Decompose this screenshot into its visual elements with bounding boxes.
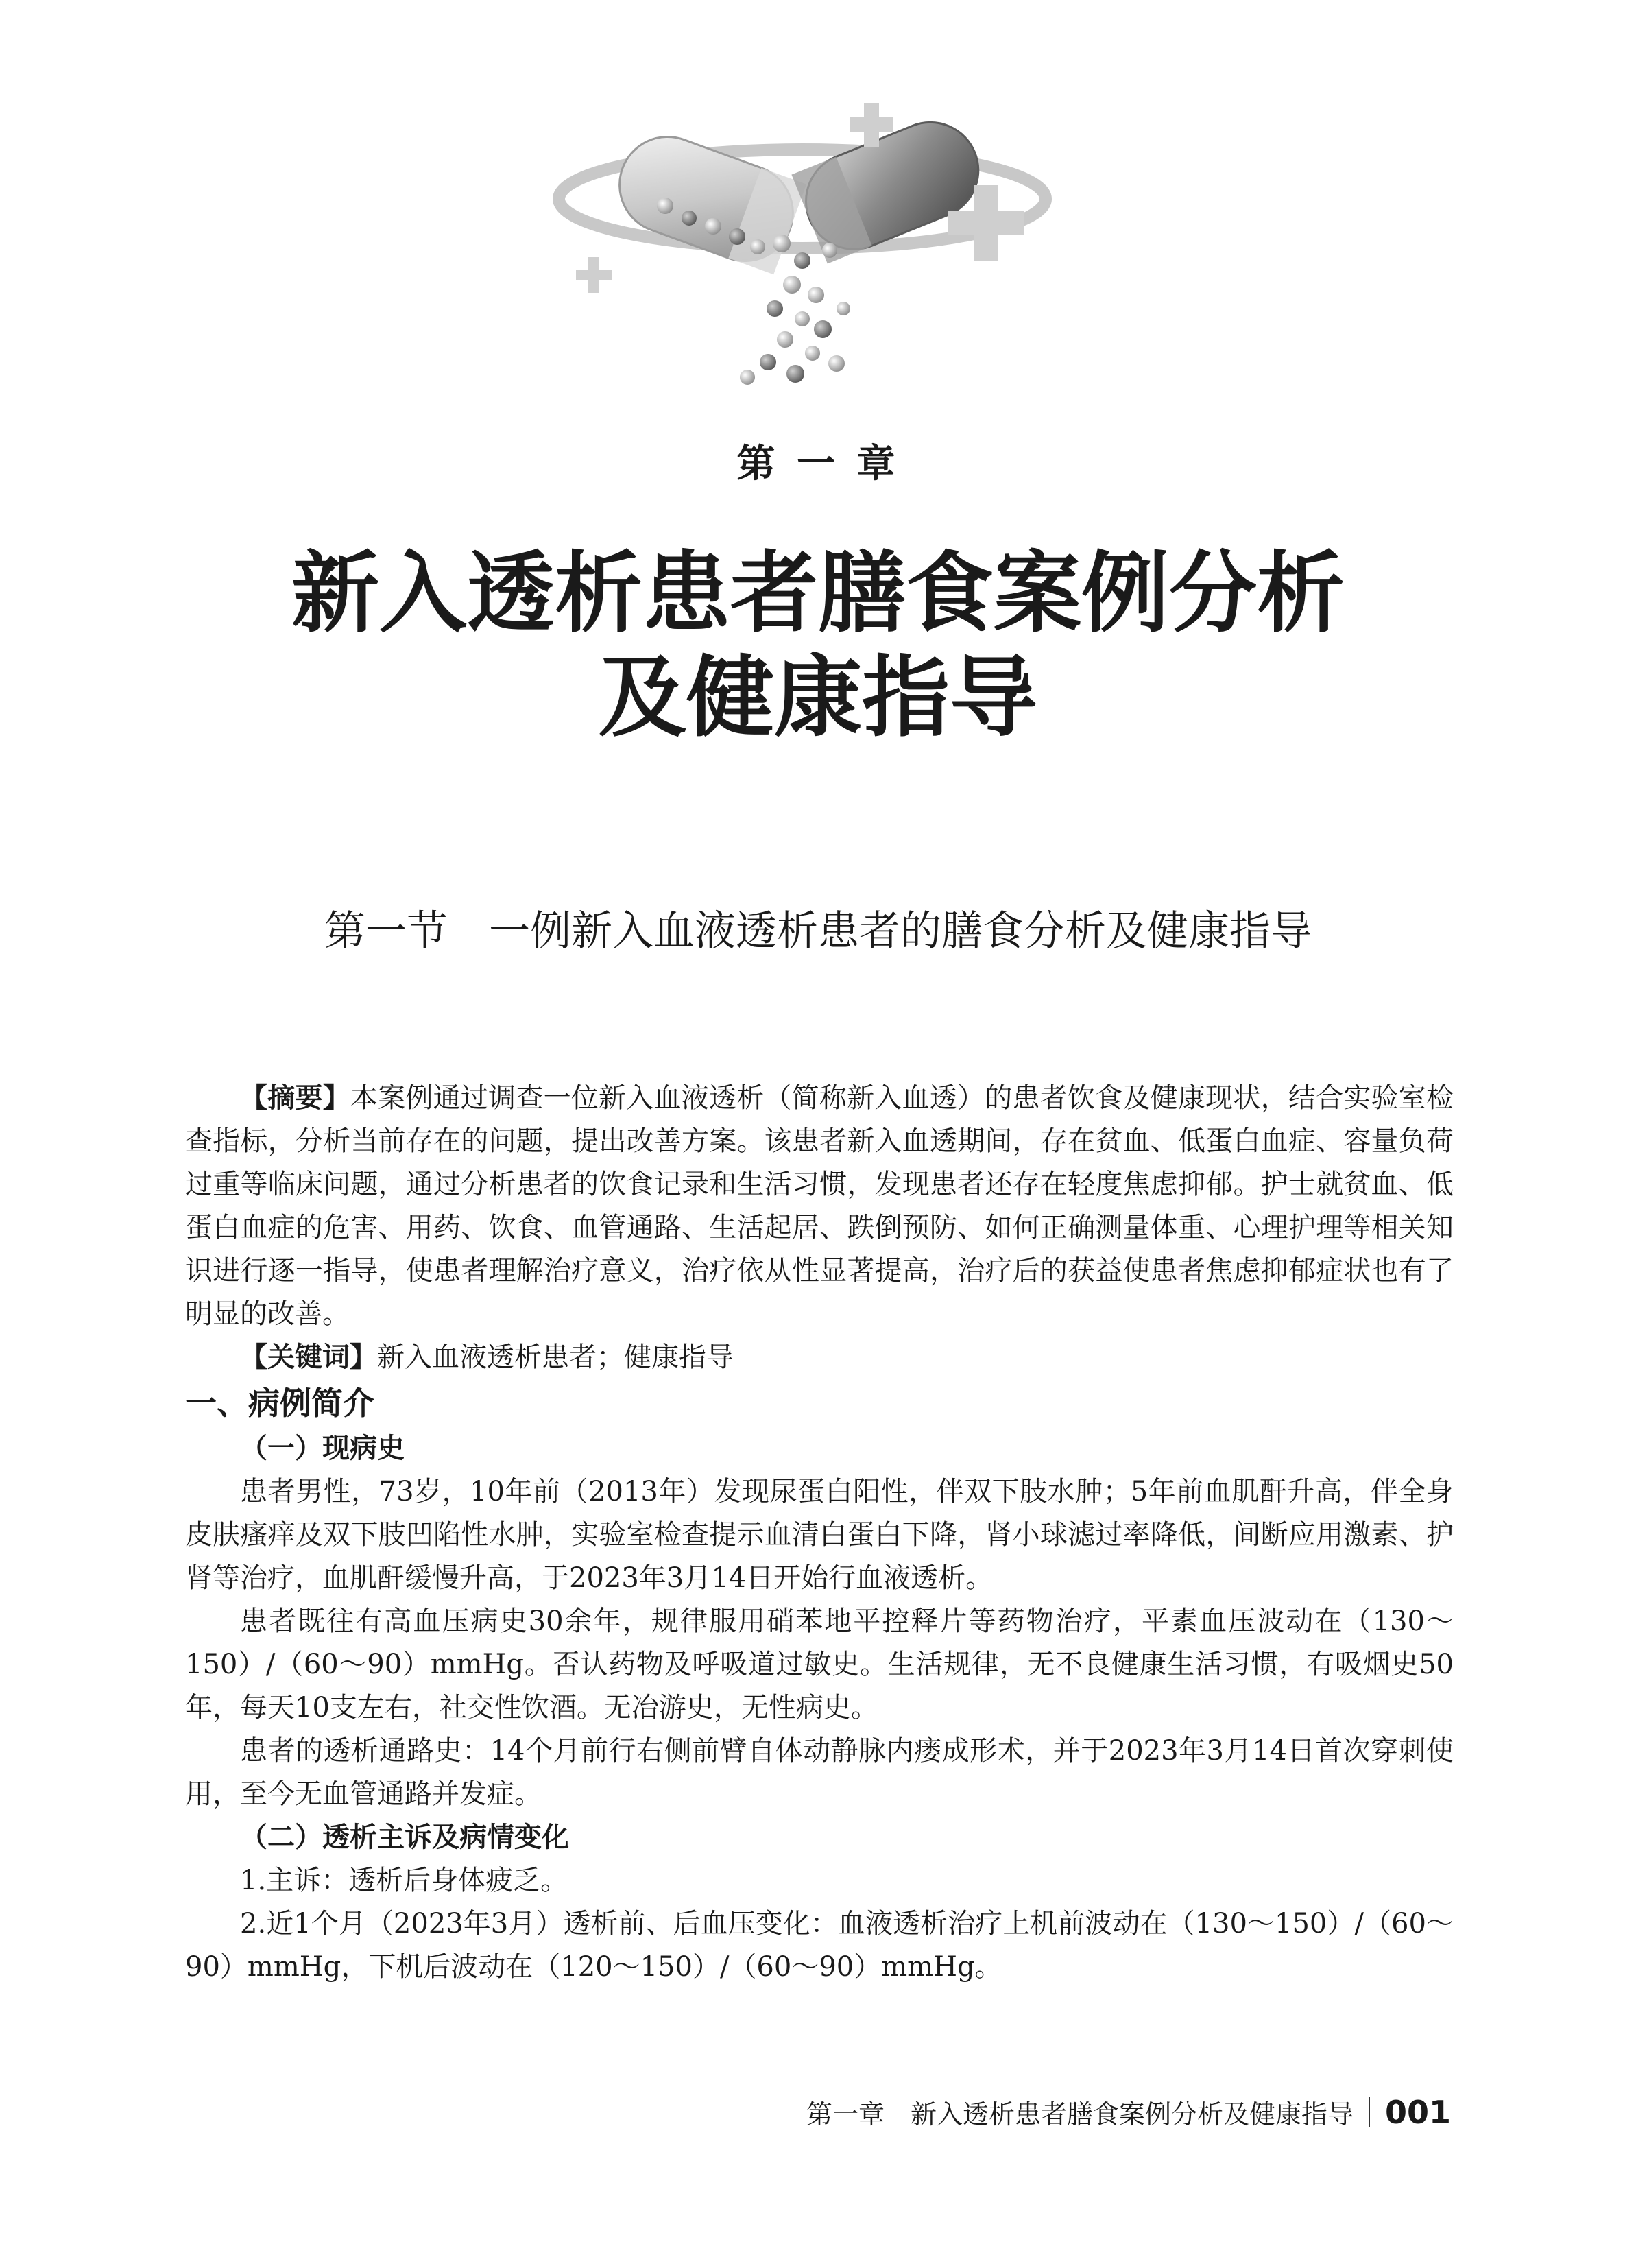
subheading-complaint: （二）透析主诉及病情变化 <box>240 1822 569 1853</box>
paragraph-history-3: 患者的透析通路史：14个月前行右侧前臂自体动静脉内瘘成形术，并于2023年3月14日首次穿刺使用，至今无血管通路并发症。 <box>185 1735 1454 1810</box>
paragraph-complaint-1: 1.主诉：透析后身体疲乏。 <box>240 1865 568 1896</box>
paragraph-history-1: 患者男性，73岁，10年前（2013年）发现尿蛋白阳性，伴双下肢水肿；5年前血肌酐升高，伴全身皮肤瘙痒及双下肢凹陷性水肿，实验室检查提示血清白蛋白下降，肾小球滤过率降低，间断应用激素、护肾等治疗，血肌酐缓慢升高，于2023年3月14日开始行血液透析。 <box>185 1476 1454 1594</box>
chapter-title <box>0 542 1636 750</box>
paragraph-history-2: 患者既往有高血压病史30余年，规律服用硝苯地平控释片等药物治疗，平素血压波动在（130～150）/（60～90）mmHg。否认药物及呼吸道过敏史。生活规律，无不良健康生活习惯，有吸烟史50年，每天10支左右，社交性饮酒。无冶游史，无性病史。 <box>185 1605 1454 1723</box>
heading-case-intro: 一、病例简介 <box>185 1385 374 1422</box>
abstract-paragraph <box>185 1077 1454 1336</box>
page-number: 001 <box>1384 2093 1451 2131</box>
subheading-present-history: （一）现病史 <box>240 1433 405 1464</box>
capsule-illustration <box>542 103 1076 418</box>
abstract-text: 本案例通过调查一位新入血液透析（简称新入血透）的患者饮食及健康现状，结合实验室检查指标，分析当前存在的问题，提出改善方案。该患者新入血透期间，存在贫血、低蛋白血症、容量负荷过重等临床问题，通过分析患者的饮食记录和生活习惯，发现患者还存在轻度焦虑抑郁。护士就贫血、低蛋白血症的危害、用药、饮食、血管通路、生活起居、跌倒预防、如何正确测量体重、心理护理等相关知识进行逐一指导，使患者理解治疗意义，治疗依从性显著提高，治疗后的获益使患者焦虑抑郁症状也有了明显的改善。 <box>185 1082 1454 1330</box>
article-body <box>185 1077 1454 1989</box>
footer-divider <box>1369 2097 1370 2127</box>
running-title: 第一章 新入透析患者膳食案例分析及健康指导 <box>806 2099 1354 2129</box>
abstract-tag: 【摘要】 <box>240 1082 350 1114</box>
chapter-title-line1: 新入透析患者膳食案例分析 <box>291 542 1345 645</box>
chapter-label: 第 一 章 <box>736 442 900 486</box>
section-title: 第一节 一例新入血液透析患者的膳食分析及健康指导 <box>324 907 1312 955</box>
keywords-text: 新入血液透析患者；健康指导 <box>377 1341 734 1373</box>
paragraph-complaint-2: 2.近1个月（2023年3月）透析前、后血压变化：血液透析治疗上机前波动在（130～150）/（60～90）mmHg，下机后波动在（120～150）/（60～90）mmHg。 <box>185 1908 1454 1983</box>
page-footer <box>806 2093 1451 2131</box>
keywords-tag: 【关键词】 <box>240 1341 377 1373</box>
keywords-paragraph <box>185 1336 1454 1379</box>
chapter-title-line2: 及健康指导 <box>598 647 1037 749</box>
